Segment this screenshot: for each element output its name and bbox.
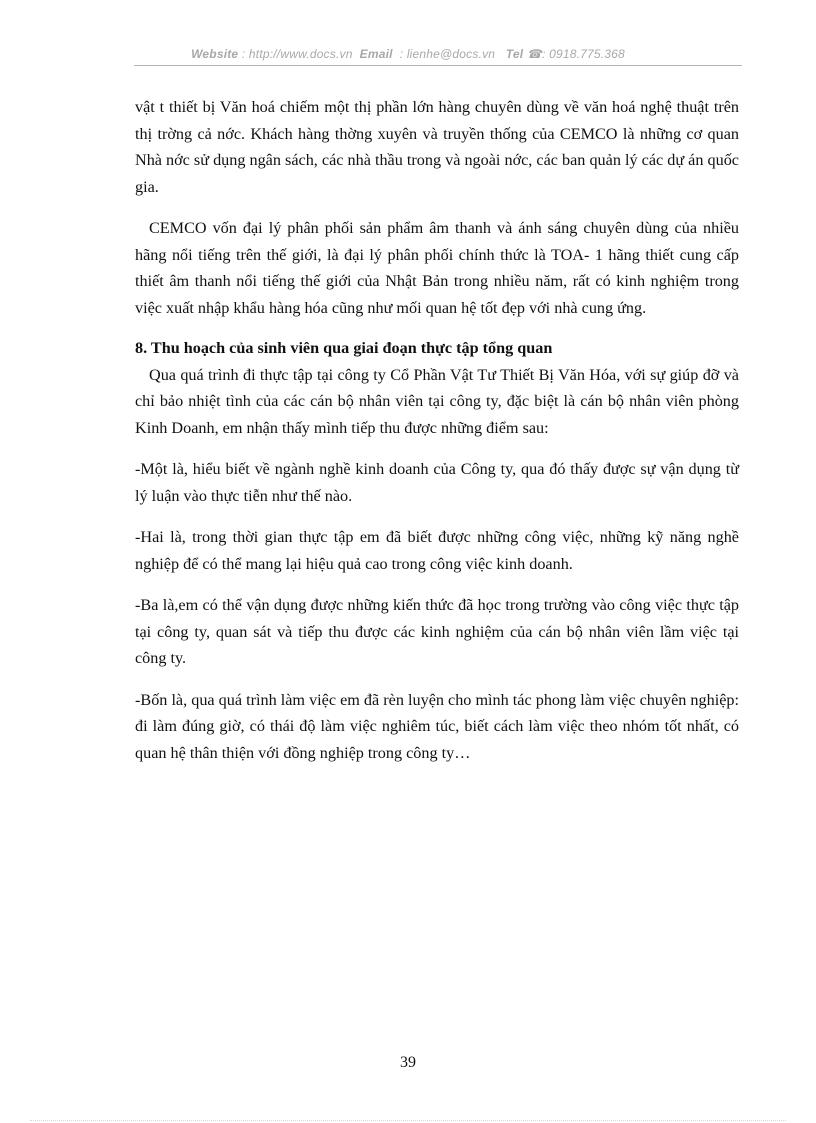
website-label: Website [191,47,239,61]
list-item-two: -Hai là, trong thời gian thực tập em đã biết được những công việc, những kỹ năng nghề nghiệp để có thể mang lại hiệu quả cao trong công việc kinh doanh. [135,528,739,573]
page-bottom-border [30,1120,786,1121]
section-heading: 8. Thu hoạch của sinh viên qua giai đoạn thực tập tổng quan [135,339,553,357]
website-value: : http://www.docs.vn [241,47,353,61]
document-body [135,94,739,766]
phone-icon: ☎ [526,47,542,61]
paragraph-summary: Qua quá trình đi thực tập tại công ty Cổ Phần Vật Tư Thiết Bị Văn Hóa, với sự giúp đỡ và chỉ bảo nhiệt tình của các cán bộ nhân viên tại công ty, đặc biệt là cán bộ nhân viên phòng Kinh Doanh, em nhận thấy mình tiếp thu được những điểm sau: [135,365,739,437]
tel-label: Tel [505,47,524,61]
email-label: Email [359,47,393,61]
email-value: : lienhe@docs.vn [399,47,496,61]
paragraph-cemco: CEMCO vốn đại lý phân phối sản phẩm âm thanh và ánh sáng chuyên dùng của nhiều hãng nổi tiếng trên thế giới, là đại lý phân phối chính thức là TOA- 1 hãng thiết cung cấp thiết âm thanh nổi tiếng thế giới của Nhật Bản trong nhiều năm, rất có kinh nghiệm trong việc xuất nhập khẩu hàng hóa cũng như mối quan hệ tốt đẹp với nhà cung ứng. [135,219,739,317]
list-item-four: -Bốn là, qua quá trình làm việc em đã rèn luyện cho mình tác phong làm việc chuyên nghiệp: đi làm đúng giờ, có thái độ làm việc nghiêm túc, biết cách làm việc theo nhóm tốt nhất, có quan hệ thân thiện với đồng nghiệp trong công ty… [135,690,739,762]
paragraph-intro: vật t thiết bị Văn hoá chiếm một thị phần lớn hàng chuyên dùng về văn hoá nghệ thuật trên thị trờng cả nớc. Khách hàng thờng xuyên và truyền thống của CEMCO là những cơ quan Nhà nớc sử dụng ngân sách, các nhà thầu trong và ngoài nớc, các ban quản lý các dự án quốc gia. [135,98,739,196]
header-divider [134,65,742,66]
page-number: 39 [400,1054,416,1071]
list-item-three: -Ba là,em có thể vận dụng được những kiến thức đã học trong trường vào công việc thực tập tại công ty, quan sát và tiếp thu được các kinh nghiệm của cán bộ nhân viên lầm việc tại công ty. [135,596,739,667]
page-header [0,47,816,61]
list-item-one: -Một là, hiểu biết về ngành nghề kinh doanh của Công ty, qua đó thấy được sự vận dụng từ lý luận vào thực tiễn như thế nào. [135,460,739,505]
tel-value: : 0918.775.368 [542,47,625,61]
